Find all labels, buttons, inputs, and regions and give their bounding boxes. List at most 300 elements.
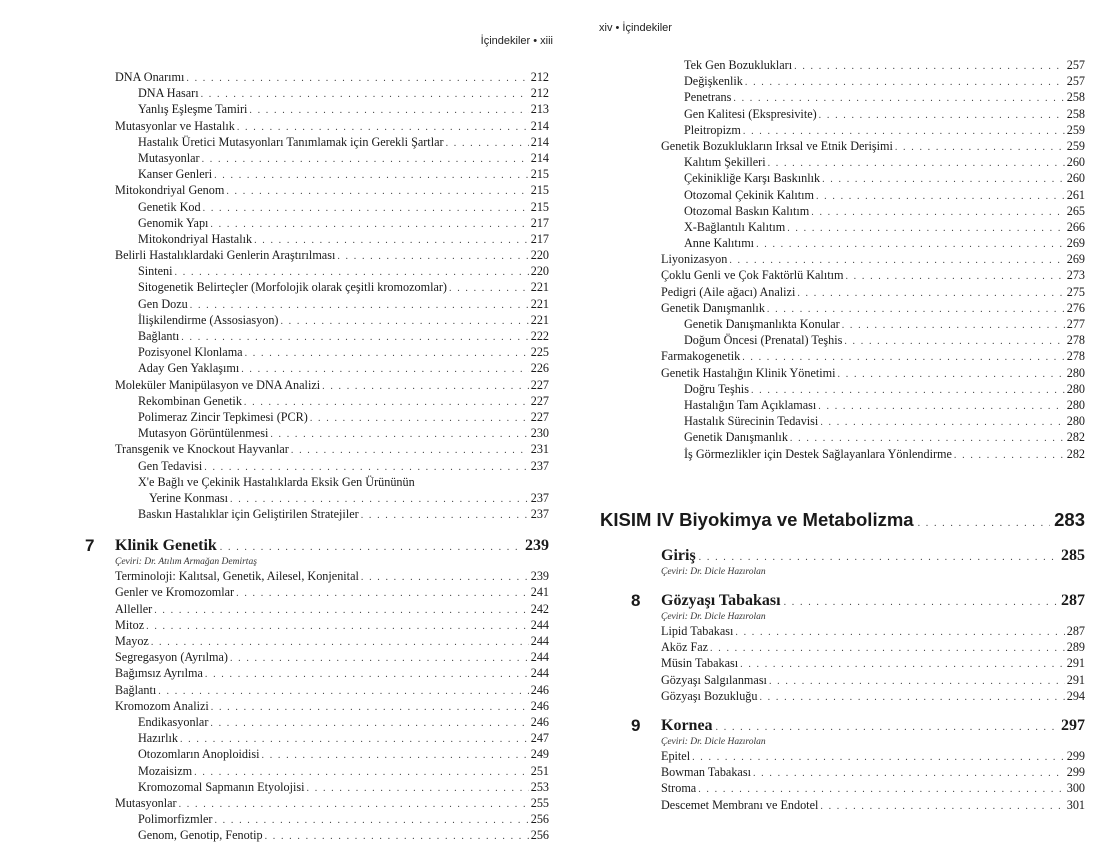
toc-entry [661, 235, 1085, 251]
toc-entry [661, 413, 1085, 429]
toc-entry-page: 214 [530, 118, 549, 133]
toc-entry-page: 260 [1066, 171, 1085, 186]
toc-entry [661, 300, 1085, 316]
toc-entry-title: Gen Kalitesi (Ekspresivite) [684, 106, 817, 121]
toc-entry-title: Moleküler Manipülasyon ve DNA Analizi [115, 377, 321, 392]
leader-dots [280, 314, 528, 330]
leader-dots [449, 281, 529, 297]
toc-entry-page: 261 [1066, 187, 1085, 202]
leader-dots [226, 184, 528, 200]
leader-dots [154, 603, 528, 619]
leader-dots [819, 108, 1065, 124]
leader-dots [361, 570, 529, 586]
leader-dots [210, 716, 528, 732]
toc-entry [115, 601, 549, 617]
leader-dots [179, 797, 529, 813]
chapter-number: 7 [85, 536, 95, 556]
chapter-page: 287 [1061, 592, 1085, 609]
leader-dots [820, 415, 1064, 431]
toc-entry [115, 85, 549, 101]
leader-dots [753, 766, 1065, 782]
toc-entry [661, 672, 1085, 688]
toc-entry [661, 219, 1085, 235]
toc-entry-title: Tek Gen Bozuklukları [684, 58, 793, 72]
toc-entry-page: 256 [530, 828, 549, 843]
toc-entry [115, 377, 549, 393]
leader-dots [186, 71, 528, 87]
toc-entry-page: 300 [1066, 781, 1085, 796]
toc-entry-title: Pedigri (Aile ağacı) Analizi [661, 284, 796, 299]
toc-entry [115, 215, 549, 231]
toc-entry-page: 294 [1066, 688, 1085, 703]
toc-entry-page: 255 [530, 795, 549, 810]
toc-entry [115, 730, 549, 746]
toc-entry-title: Otozomların Anoploidisi [138, 747, 260, 762]
intro-heading [661, 546, 1085, 566]
toc-entry [115, 150, 549, 166]
toc-entry [115, 312, 549, 328]
toc-entry-page: 227 [530, 377, 549, 392]
chapter-page: 239 [525, 537, 549, 555]
toc-entry-page: 244 [530, 650, 549, 665]
leader-dots [310, 411, 529, 427]
toc-entry [661, 187, 1085, 203]
toc-entry-title: Polimeraz Zincir Tepkimesi (PCR) [138, 409, 308, 424]
intro-title: Giriş [661, 547, 696, 564]
toc-entry-title: Aday Gen Yaklaşımı [138, 361, 240, 376]
toc-entry-page: 265 [1066, 203, 1085, 218]
toc-entry-title: Doğum Öncesi (Prenatal) Teşhis [684, 333, 843, 348]
toc-entry [115, 425, 549, 441]
toc-entry-page: 239 [530, 569, 549, 584]
leader-dots [794, 59, 1065, 75]
toc-entry [115, 474, 549, 490]
toc-entry [661, 316, 1085, 332]
toc-column [661, 57, 1085, 462]
toc-entry [115, 795, 549, 811]
running-header: İçindekiler • xiii [480, 35, 553, 47]
leader-dots [291, 443, 529, 459]
leader-dots [270, 427, 528, 443]
leader-dots [214, 168, 529, 184]
toc-entry-page: 282 [1066, 430, 1085, 445]
toc-entry-title: Terminoloji: Kalıtsal, Genetik, Ailesel, Konjenital [115, 569, 359, 584]
toc-entry-title: Anne Kalıtımı [684, 236, 755, 251]
toc-column [85, 69, 549, 843]
toc-entry [115, 344, 549, 360]
leader-dots [895, 140, 1065, 156]
toc-entry-page: 246 [530, 682, 549, 697]
toc-group [661, 748, 1085, 813]
toc-entry-page: 269 [1066, 252, 1085, 267]
toc-entry [661, 748, 1085, 764]
toc-entry [115, 779, 549, 795]
toc-entry [115, 617, 549, 633]
leader-dots [265, 829, 529, 845]
toc-entry-page: 220 [530, 248, 549, 263]
toc-entry-page: 253 [530, 779, 549, 794]
toc-entry-page: 214 [530, 150, 549, 165]
toc-entry-page: 237 [530, 458, 549, 473]
toc-entry [661, 764, 1085, 780]
toc-entry-title: Rekombinan Genetik [138, 393, 242, 408]
toc-entry-title: Aköz Faz [661, 640, 709, 655]
toc-entry [115, 490, 549, 506]
toc-entry-title: Baskın Hastalıklar için Geliştirilen Stratejiler [138, 507, 359, 522]
toc-group [115, 506, 549, 522]
toc-entry-title: Mitokondriyal Genom [115, 183, 225, 198]
toc-entry-title: Mutasyonlar [138, 150, 200, 165]
toc-entry-page: 221 [530, 280, 549, 295]
toc-entry [661, 688, 1085, 704]
toc-entry-title: Bağlantı [138, 329, 180, 343]
toc-entry-page: 221 [530, 312, 549, 327]
toc-entry-page: 273 [1066, 268, 1085, 283]
toc-entry-title: Bowman Tabakası [661, 765, 751, 780]
toc-entry-page: 280 [1066, 381, 1085, 396]
toc-entry-title: Transgenik ve Knockout Hayvanlar [115, 442, 289, 457]
toc-entry [115, 263, 549, 279]
toc-entry [115, 584, 549, 600]
toc-entry-page: 215 [530, 199, 549, 214]
chapter-title: Gözyaşı Tabakası [661, 592, 781, 609]
toc-entry [115, 247, 549, 263]
toc-entry-title: Gen Dozu [138, 296, 188, 311]
toc-entry-page: 277 [1066, 317, 1085, 331]
toc-entry-page: 275 [1066, 284, 1085, 299]
toc-entry-title: Pleitropizm [684, 122, 741, 137]
toc-entry [661, 365, 1085, 381]
chapter-title: Klinik Genetik [115, 537, 217, 555]
toc-entry-page: 258 [1066, 106, 1085, 121]
leader-dots [211, 700, 529, 716]
toc-entry-title: Kromozom Analizi [115, 698, 209, 713]
toc-entry-title: Pozisyonel Klonlama [138, 345, 243, 360]
toc-entry-page: 259 [1066, 138, 1085, 153]
toc-entry-title: Değişkenlik [684, 74, 743, 89]
leader-dots [220, 538, 522, 558]
toc-entry-title: Kromozomal Sapmanın Etyolojisi [138, 779, 305, 794]
toc-entry [115, 746, 549, 762]
toc-entry [661, 397, 1085, 413]
chapter-heading [631, 591, 1085, 611]
toc-entry [115, 134, 549, 150]
leader-dots [230, 651, 529, 667]
toc-entry-title: İlişkilendirme (Assosiasyon) [138, 312, 279, 327]
toc-entry [115, 649, 549, 665]
toc-entry [661, 154, 1085, 170]
toc-entry-page: 278 [1066, 349, 1085, 364]
toc-entry-page: 282 [1066, 446, 1085, 461]
toc-entry-page: 246 [530, 714, 549, 729]
leader-dots [954, 448, 1065, 464]
toc-entry-title: Mutasyonlar ve Hastalık [115, 118, 235, 133]
toc-entry-title: Genler ve Kromozomlar [115, 585, 235, 600]
toc-entry-page: 237 [530, 507, 549, 522]
toc-entry-title: Otozomal Çekinik Kalıtım [684, 187, 814, 202]
toc-entry [115, 698, 549, 714]
toc-column-lower [631, 546, 1085, 813]
toc-entry-page: 291 [1066, 672, 1085, 687]
leader-dots [202, 152, 529, 168]
toc-entry [661, 332, 1085, 348]
toc-entry [115, 458, 549, 474]
toc-entry-title: Genomik Yapı [138, 215, 209, 230]
part-page: 283 [1054, 509, 1085, 530]
toc-entry-page: 227 [530, 393, 549, 408]
leader-dots [337, 249, 528, 265]
toc-entry-title: Kalıtım Şekilleri [684, 155, 766, 170]
leader-dots [158, 684, 528, 700]
toc-entry [115, 633, 549, 649]
toc-entry [661, 381, 1085, 397]
toc-entry-title: Polimorfizmler [138, 812, 213, 827]
toc-entry [661, 122, 1085, 138]
toc-entry-page: 256 [530, 812, 549, 827]
toc-entry [661, 797, 1085, 813]
leader-dots [446, 136, 529, 152]
leader-dots [262, 748, 529, 764]
toc-entry-title: Genetik Danışmanlık [661, 300, 765, 315]
toc-group [115, 69, 549, 474]
toc-entry [661, 106, 1085, 122]
leader-dots [735, 625, 1064, 641]
toc-entry-page: 280 [1066, 365, 1085, 380]
translator-credit: Çeviri: Dr. Dicle Hazırolan [661, 567, 766, 577]
toc-entry [661, 170, 1085, 186]
toc-entry-title: Stroma [661, 781, 697, 796]
toc-entry-title: Müsin Tabakası [661, 656, 739, 671]
toc-group [115, 568, 549, 843]
toc-entry-page: 291 [1066, 656, 1085, 671]
right-page [560, 0, 1119, 856]
toc-entry-page: 217 [530, 231, 549, 246]
chapter-number: 9 [631, 715, 641, 735]
leader-dots [322, 379, 529, 395]
toc-entry [115, 328, 549, 344]
toc-entry [661, 429, 1085, 445]
leader-dots [784, 593, 1058, 613]
leader-dots [845, 269, 1064, 285]
toc-entry-page: 258 [1066, 90, 1085, 105]
toc-entry-title: X'e Bağlı ve Çekinik Hastalıklarda Eksik Gen Ürününün [138, 474, 415, 489]
toc-entry-page: 244 [530, 666, 549, 681]
translator-credit: Çeviri: Dr. Dicle Hazırolan [661, 736, 766, 747]
leader-dots [820, 799, 1064, 815]
toc-entry-title: Otozomal Baskın Kalıtım [684, 203, 810, 218]
toc-entry-title: Descemet Membranı ve Endotel [661, 797, 819, 812]
toc-entry-page: 299 [1066, 765, 1085, 780]
toc-entry-title: Endikasyonlar [138, 714, 209, 729]
toc-entry-page: 278 [1066, 333, 1085, 348]
toc-entry-title: Genetik Kod [138, 199, 201, 214]
leader-dots [838, 367, 1065, 383]
toc-entry-page: 213 [530, 102, 549, 117]
leader-dots [818, 399, 1064, 415]
chapter-heading [631, 715, 1085, 736]
toc-entry-page: 257 [1066, 74, 1085, 89]
leader-dots [146, 619, 529, 635]
toc-entry-page: 220 [530, 264, 549, 279]
toc-entry-page: 257 [1066, 58, 1085, 72]
toc-entry-title: Lipid Tabakası [661, 624, 734, 638]
toc-entry-title: Mitoz [115, 617, 145, 632]
toc-entry [661, 251, 1085, 267]
chapter-title: Kornea [661, 716, 713, 734]
toc-entry [661, 138, 1085, 154]
toc-entry-page: 241 [530, 585, 549, 600]
toc-entry-page: 217 [530, 215, 549, 230]
toc-entry-title: İş Görmezlikler için Destek Sağlayanlara Yönlendirme [684, 446, 952, 461]
toc-entry-title: Gözyaşı Bozukluğu [661, 688, 758, 703]
leader-dots [787, 221, 1065, 237]
toc-entry-page: 280 [1066, 414, 1085, 429]
running-header: xiv • İçindekiler [599, 22, 672, 34]
toc-entry-title: Kanser Genleri [138, 167, 213, 182]
toc-entry-page: 212 [530, 86, 549, 101]
toc-entry-title: X-Bağlantılı Kalıtım [684, 219, 786, 234]
leader-dots [361, 508, 529, 524]
toc-entry-title: Genetik Hastalığın Klinik Yönetimi [661, 365, 836, 380]
leader-dots [822, 172, 1065, 188]
leader-dots [842, 318, 1065, 334]
leader-dots [716, 718, 1058, 738]
toc-entry-page: 222 [530, 329, 549, 343]
toc-entry-page: 299 [1066, 748, 1085, 763]
toc-entry-page: 225 [530, 345, 549, 360]
leader-dots [816, 189, 1065, 205]
leader-dots [759, 690, 1064, 706]
toc-entry [115, 231, 549, 247]
translator-credit: Çeviri: Dr. Atılım Armağan Demirtaş [115, 557, 257, 568]
toc-entry-page: 212 [530, 70, 549, 84]
leader-dots [710, 641, 1065, 657]
toc-entry [661, 89, 1085, 105]
leader-dots [245, 346, 529, 362]
leader-dots [307, 781, 529, 797]
part-heading [600, 508, 1085, 536]
toc-entry [661, 73, 1085, 89]
leader-dots [811, 205, 1064, 221]
leader-dots [205, 667, 529, 683]
leader-dots [844, 334, 1064, 350]
toc-entry [115, 568, 549, 584]
toc-entry-page: 246 [530, 698, 549, 713]
toc-entry-title: Epitel [661, 748, 691, 763]
leader-dots [699, 548, 1058, 568]
toc-entry [115, 827, 549, 843]
leader-dots [769, 674, 1065, 690]
toc-entry-page: 247 [530, 731, 549, 746]
toc-entry [115, 69, 549, 85]
toc-entry [661, 623, 1085, 639]
toc-entry [115, 296, 549, 312]
toc-entry [115, 118, 549, 134]
toc-entry-page: 215 [530, 183, 549, 198]
toc-entry [661, 655, 1085, 671]
toc-entry-title: Belirli Hastalıklardaki Genlerin Araştırılması [115, 248, 336, 263]
toc-entry-page: 230 [530, 426, 549, 441]
toc-entry-title: Alleller [115, 601, 153, 616]
leader-dots [201, 87, 529, 103]
toc-entry-title: Sitogenetik Belirteçler (Morfolojik olarak çeşitli kromozomlar) [138, 280, 447, 295]
toc-entry-page: 266 [1066, 219, 1085, 234]
toc-entry-title: Çekinikliğe Karşı Baskınlık [684, 171, 821, 186]
toc-entry-title: Sinteni [138, 264, 173, 279]
toc-entry [115, 506, 549, 522]
leader-dots [203, 201, 529, 217]
chapter-number: 8 [631, 591, 641, 610]
toc-entry-title: DNA Hasarı [138, 86, 199, 101]
toc-entry-title: Hastalık Üretici Mutasyonları Tanımlamak için Gerekli Şartlar [138, 134, 444, 149]
toc-entry-page: 244 [530, 634, 549, 648]
leader-dots [745, 75, 1065, 91]
toc-entry-page: 215 [530, 167, 549, 182]
toc-entry [115, 101, 549, 117]
toc-entry-page: 221 [530, 296, 549, 311]
toc-entry [115, 279, 549, 295]
toc-entry-title: Hastalığın Tam Açıklaması [684, 397, 817, 412]
toc-entry [115, 166, 549, 182]
toc-entry [115, 360, 549, 376]
toc-entry-title: Çoklu Genli ve Çok Faktörlü Kalıtım [661, 268, 844, 283]
part-title: KISIM IV Biyokimya ve Metabolizma [600, 509, 914, 530]
toc-entry-page: 242 [530, 601, 549, 616]
toc-entry-title: Liyonizasyon [661, 252, 728, 267]
toc-entry-title: Mayoz [115, 634, 149, 648]
toc-entry-page: 249 [530, 747, 549, 762]
toc-entry-page: 301 [1066, 797, 1085, 812]
leader-dots [756, 237, 1065, 253]
toc-entry [115, 714, 549, 730]
toc-entry-title: Bağlantı [115, 682, 157, 697]
toc-entry-title: Genetik Danışmanlıkta Konular [684, 317, 840, 331]
toc-entry-title: Bağımsız Ayrılma [115, 666, 203, 681]
toc-entry-title: Doğru Teşhis [684, 381, 749, 396]
toc-entry-title: Mutasyon Görüntülenmesi [138, 426, 269, 441]
leader-dots [797, 286, 1064, 302]
toc-entry-page: 226 [530, 361, 549, 376]
toc-entry-page: 244 [530, 617, 549, 632]
toc-entry-title: DNA Onarımı [115, 70, 185, 84]
toc-entry-page: 237 [530, 490, 549, 505]
leader-dots [918, 512, 1051, 536]
toc-entry [661, 639, 1085, 655]
toc-entry [661, 57, 1085, 73]
intro-page: 285 [1061, 547, 1085, 564]
toc-entry-page: 289 [1066, 640, 1085, 655]
toc-entry [115, 409, 549, 425]
toc-entry-title: Genetik Danışmanlık [684, 430, 788, 445]
toc-entry-title: Gen Tedavisi [138, 458, 203, 473]
toc-entry-page: 227 [530, 409, 549, 424]
toc-entry [115, 665, 549, 681]
toc-entry-title: Yanlış Eşleşme Tamiri [138, 102, 248, 117]
leader-dots [210, 217, 528, 233]
toc-entry-title: Hastalık Sürecinin Tedavisi [684, 414, 819, 429]
toc-entry [115, 441, 549, 457]
toc-entry [115, 763, 549, 779]
translator-credit: Çeviri: Dr. Dicle Hazırolan [661, 612, 766, 622]
toc-entry-title: Segregasyon (Ayrılma) [115, 650, 228, 665]
chapter-page: 297 [1061, 716, 1085, 734]
toc-group [661, 57, 1085, 462]
leader-dots [249, 103, 528, 119]
toc-entry-title: Farmakogenetik [661, 349, 741, 364]
toc-entry [661, 348, 1085, 364]
toc-entry [661, 780, 1085, 796]
toc-entry [661, 267, 1085, 283]
